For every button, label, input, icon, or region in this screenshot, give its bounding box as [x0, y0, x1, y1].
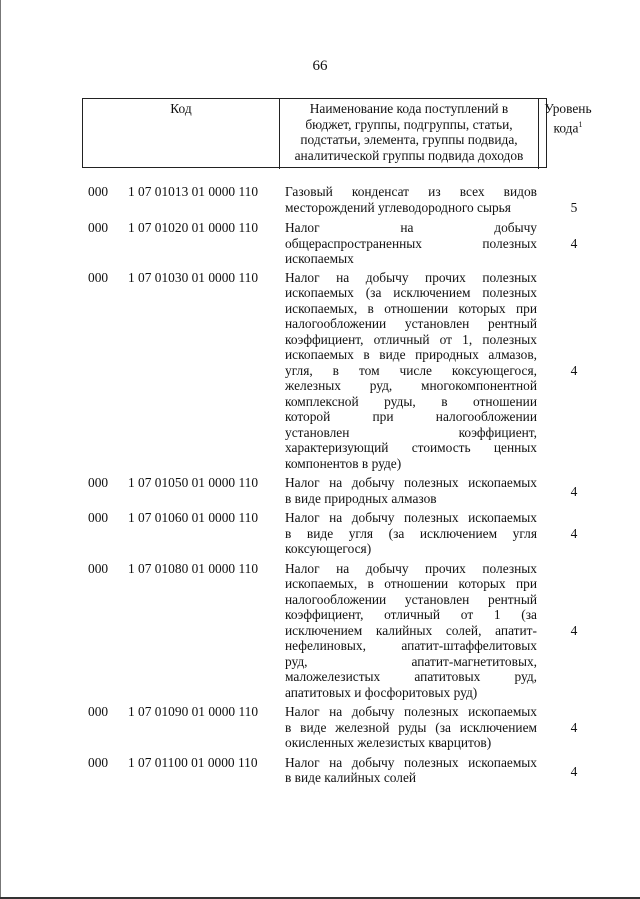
- row-name-line: месторождений углеводородного сырья: [285, 199, 511, 215]
- row-admin-code: 000: [88, 754, 109, 770]
- row-name-line: нефелиновых, апатит-штаффелитовых: [285, 638, 537, 653]
- table-row: [0, 184, 640, 215]
- header-level-line1: Уровень: [544, 101, 592, 116]
- row-name-line: апатитовых и фосфоритовых руд): [285, 684, 478, 700]
- row-level: 5: [570, 199, 578, 215]
- row-admin-code: 000: [88, 269, 109, 285]
- row-name-line: железных руд, многокомпонентной: [285, 378, 537, 393]
- header-name-line: бюджет, группы, подгруппы, статьи,: [305, 116, 513, 132]
- header-code: Код: [83, 99, 280, 169]
- row-name-line: в виде угля (за исключением угля: [285, 525, 537, 541]
- row-level: 4: [570, 763, 578, 779]
- row-name-line: угля, в том числе коксующегося,: [285, 362, 537, 378]
- row-name-line: Налог на добычу полезных ископаемых: [285, 754, 537, 770]
- row-name-line: окисленных железистых кварцитов): [285, 735, 492, 750]
- row-name-line: Налог на добычу: [285, 220, 537, 235]
- row-name-line: коэффициент, отличный от 1 (за: [285, 607, 537, 622]
- header-level-text: кода: [553, 119, 579, 135]
- header-name-line: Наименование кода поступлений в: [309, 101, 509, 116]
- row-level: 4: [570, 719, 578, 735]
- row-name-line: ископаемых (за исключением полезных: [285, 285, 537, 300]
- row-name-line: общераспространенных полезных: [285, 235, 537, 251]
- table-row: [0, 561, 640, 701]
- row-name-line: маложелезистых апатитовых руд,: [285, 669, 537, 684]
- row-revenue-code: 1 07 01080 01 0000 110: [128, 560, 259, 576]
- table-row: [0, 475, 640, 506]
- header-name-line: подстатьи, элемента, группы подвида,: [300, 132, 518, 147]
- row-name-line: в виде природных алмазов: [285, 490, 437, 506]
- row-admin-code: 000: [88, 184, 109, 199]
- row-name-line: руд, апатит-магнетитовых,: [285, 653, 537, 669]
- table-row: [0, 220, 640, 267]
- row-revenue-code: 1 07 01020 01 0000 110: [128, 220, 259, 235]
- row-revenue-code: 1 07 01013 01 0000 110: [128, 184, 259, 199]
- row-level: 4: [570, 235, 578, 251]
- table-header: [82, 98, 592, 168]
- row-name-line: ископаемых, в отношении которых при: [285, 576, 537, 591]
- table-row: [0, 704, 640, 751]
- footnote-marker: 1: [578, 119, 583, 129]
- row-name-line: исключением калийных солей, апатит-: [285, 622, 537, 638]
- row-level: 4: [570, 362, 578, 378]
- row-name-line: в виде калийных солей: [285, 770, 417, 785]
- row-name-line: Налог на добычу прочих полезных: [285, 560, 537, 576]
- row-revenue-code: 1 07 01060 01 0000 110: [128, 510, 259, 525]
- row-name-line: налогообложении установлен рентный: [285, 591, 537, 607]
- row-name-line: комплексной руды, в отношении: [285, 393, 537, 409]
- page-number: 66: [312, 58, 328, 74]
- row-level: 4: [570, 525, 578, 541]
- row-name-line: в виде железной руды (за исключением: [285, 719, 537, 735]
- row-name-line: Налог на добычу полезных ископаемых: [285, 510, 537, 525]
- row-name-line: установлен коэффициент,: [285, 424, 537, 440]
- row-name-line: коэффициент, отличный от 1, полезных: [285, 331, 537, 347]
- row-name-line: Газовый конденсат из всех видов: [285, 184, 537, 199]
- row-name-line: Налог на добычу полезных ископаемых: [285, 475, 537, 490]
- row-name-line: коксующегося): [285, 541, 372, 556]
- table-body: [0, 184, 640, 786]
- row-name-line: Налог на добычу полезных ископаемых: [285, 704, 537, 719]
- header-name-line: аналитической группы подвида доходов: [294, 147, 524, 163]
- table-row: [0, 270, 640, 472]
- row-level: 4: [570, 484, 578, 500]
- row-level: 4: [570, 622, 578, 638]
- row-name-line: компонентов в руде): [285, 455, 402, 471]
- row-name-line: налогообложении установлен рентный: [285, 316, 537, 331]
- header-level: [539, 99, 597, 169]
- row-revenue-code: 1 07 01030 01 0000 110: [128, 269, 259, 285]
- row-admin-code: 000: [88, 220, 109, 235]
- table-row: [0, 510, 640, 557]
- row-revenue-code: 1 07 01050 01 0000 110: [128, 475, 259, 490]
- row-revenue-code: 1 07 01100 01 0000 110: [128, 754, 258, 770]
- row-revenue-code: 1 07 01090 01 0000 110: [128, 704, 259, 719]
- row-name-line: ископаемых в виде природных алмазов,: [285, 347, 537, 362]
- row-admin-code: 000: [88, 560, 109, 576]
- row-name-line: характеризующий стоимость ценных: [285, 440, 537, 455]
- row-name-line: которой при налогообложении: [285, 409, 537, 424]
- row-admin-code: 000: [88, 510, 109, 525]
- table-row: [0, 755, 640, 786]
- row-name-line: Налог на добычу прочих полезных: [285, 269, 537, 285]
- row-name-line: ископаемых: [285, 251, 354, 266]
- row-admin-code: 000: [88, 475, 109, 490]
- header-level-line2: [539, 117, 597, 136]
- row-name-line: ископаемых, в отношении которых при: [285, 300, 537, 316]
- row-admin-code: 000: [88, 704, 109, 719]
- header-name: [280, 99, 539, 169]
